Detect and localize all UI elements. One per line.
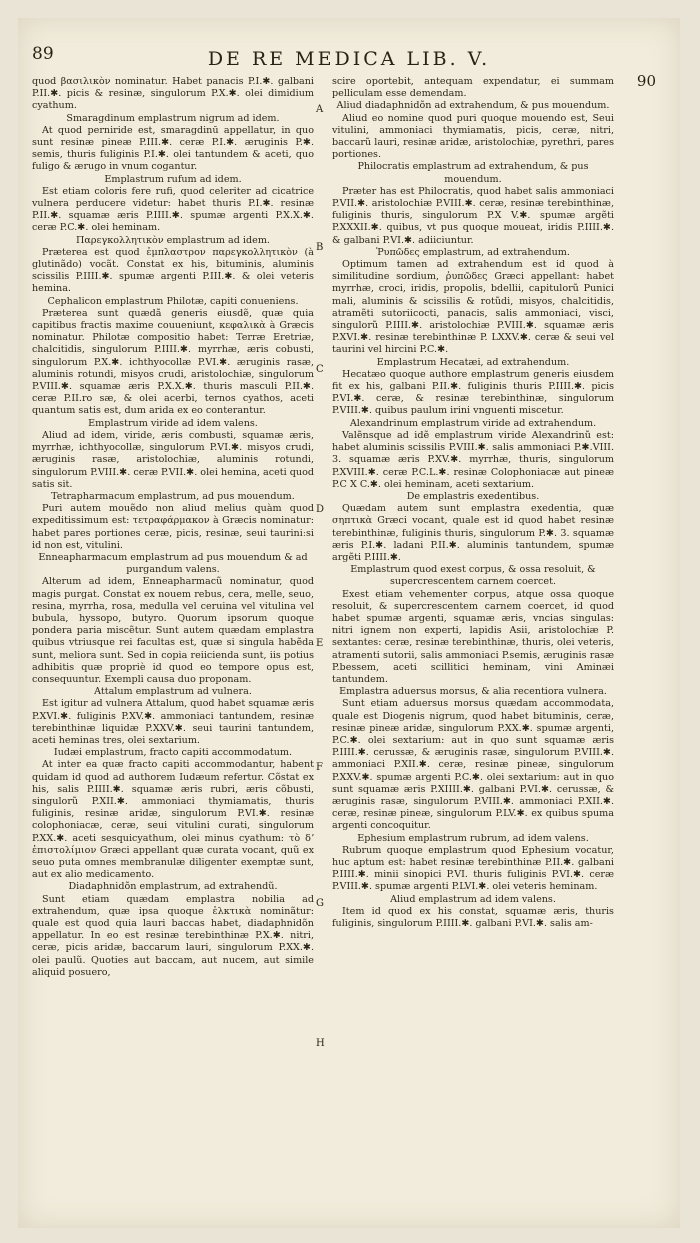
margin-letter-c: C xyxy=(316,364,324,375)
paragraph: Puri autem mouẽdo non aliud melius quàm quod expeditissimum est: τετραφάρμακον à Græcis nominatur: habet pares portiones ceræ, picis, resinæ, seui tauriniːsi id non est, vitulini. xyxy=(32,503,314,551)
paragraph: scire oportebit, antequam expendatur, ei summam pelliculam esse demendam. xyxy=(332,76,614,100)
section-heading: De emplastris exedentibus. xyxy=(406,490,540,502)
section-heading: Aliud emplastrum ad idem valens. xyxy=(390,893,556,905)
left-column xyxy=(32,76,314,979)
section-heading: Alexandrinum emplastrum viride ad extrahendum. xyxy=(349,417,597,429)
book-page xyxy=(18,18,680,1228)
paragraph: Sunt etiam aduersus morsus quædam accommodata, quale est Diogenis nigrum, quod habet bituminis, ceræ, resinæ pineæ aridæ, singulorum P.XX.✱. spumæ argenti, P.C.✱. olei sextarium: aut in quo sunt squamæ æris P.IIII.✱. cerussæ, & æruginis rasæ, singulorum P.VIII.✱. ammoniaci P.XII.✱. ceræ, resinæ pineæ, singulorum P.XXV.✱. spumæ argenti P.C.✱. olei sextarium: aut in quo sunt squamæ æris P.XIIII.✱. galbani P.VI.✱. cerussæ, & æruginis rasæ, singulorum P.VIII.✱. ammoniaci P.XII.✱. ceræ, resinæ pineæ, singulorum P.LV.✱. ex quibus spuma argenti concoquitur. xyxy=(332,698,614,832)
paragraph: Præter has est Philocratis, quod habet salis ammoniaci P.VII.✱. aristolochiæ P.VIII.✱. ceræ, resinæ terebinthinæ, fuliginis thuris, singulorum P.X V.✱. spumæ argẽti P.XXXII.✱. quibus, vt pus quoque moueat, iridis P.IIII.✱. & galbani P.VI.✱. adiiciuntur. xyxy=(332,185,614,246)
section-heading: Iudæi emplastrum, fracto capiti accommodatum. xyxy=(53,747,293,759)
section-heading: Tetrapharmacum emplastrum, ad pus mouendum. xyxy=(51,490,295,502)
section-heading: Emplastra aduersus morsus, & alia recentiora vulnera. xyxy=(339,686,607,698)
paragraph: Sunt etiam quædam emplastra nobilia ad extrahendum, quæ ipsa quoque ἑλκτικὰ nominãtur: quale est quod quia lauri baccas habet, diadaphnidõn appellatur. In eo est resinæ terebinthinæ P.X.✱. nitri, ceræ, picis aridæ, baccarum lauri, singulorum P.XX.✱. olei paulũ. Quoties aut baccam, aut nucem, aut simile aliquid posuero, xyxy=(32,893,314,978)
paragraph: Aliud ad idem, viride, æris combusti, squamæ æris, myrrhæ, ichthyocollæ, singulorum P.VI.✱. misyos crudi, æruginis rasæ, aristolochiæ, aluminis rotundi, singulorum P.VIII.✱. ceræ P.VII.✱. olei hemina, aceti quod satis sit. xyxy=(32,429,314,490)
section-heading: Smaragdinum emplastrum nigrum ad idem. xyxy=(66,112,280,124)
section-heading: Παρεγκολλητικὸν emplastrum ad idem. xyxy=(76,234,270,246)
section-heading: Enneapharmacum emplastrum ad pus mouendum & ad purgandum valens. xyxy=(38,551,308,576)
paragraph: Rubrum quoque emplastrum quod Ephesium vocatur, huc aptum est: habet resinæ terebinthinæ P.II.✱. galbani P.IIII.✱. minii sinopici P.VI. thuris fuliginis P.VI.✱. ceræ P.VIII.✱. spumæ argenti P.LVI.✱. olei veteris heminam. xyxy=(332,844,614,893)
section-heading: Ephesium emplastrum rubrum, ad idem valens. xyxy=(357,832,589,844)
running-title: DE RE MEDICA LIB. V. xyxy=(207,48,491,70)
paragraph: Est igitur ad vulnera Attalum, quod habet squamæ æris P.XVI.✱. fuliginis P.XV.✱. ammoniaci tantundem, resinæ terebinthinæ liquidæ P.XXV.✱. seui taurini tantundem, aceti heminas tres, olei sextarium. xyxy=(32,698,314,746)
right-column xyxy=(332,76,614,930)
section-heading: Emplastrum Hecatæi, ad extrahendum. xyxy=(376,356,570,368)
margin-letter-h: H xyxy=(316,1038,325,1049)
paragraph: Est etiam coloris fere rufi, quod celeriter ad cicatrice vulnera perducere videtur: habet thuris P.I.✱. resinæ P.II.✱. squamæ æris P.IIII.✱. spumæ argenti P.X.X.✱. ceræ P.C.✱. olei heminam. xyxy=(32,185,314,234)
section-heading: Attalum emplastrum ad vulnera. xyxy=(94,686,252,698)
page-number-left: 89 xyxy=(32,44,54,64)
paragraph: Hecatæo quoque authore emplastrum generis eiusdem fit ex his, galbani P.II.✱. fuliginis thuris P.IIII.✱. picis P.VI.✱. ceræ, & resinæ terebinthinæ, singulorum P.VIII.✱. quibus paulum irini vnguenti miscetur. xyxy=(332,368,614,417)
section-heading: Diadaphnidõn emplastrum, ad extrahendũ. xyxy=(68,881,278,893)
paragraph: Alterum ad idem, Enneapharmacũ nominatur, quod magis purgat. Constat ex nouem rebus, cera, melle, seuo, resina, myrrha, rosa, medulla vel ceruina vel vitulina vel bubula, hyssopo, butyro. Quorum ipsorum quoque pondera paria miscẽtur. Sunt autem quædam emplastra quibus vtriusque rei facultas est, quæ si singula habẽda sunt, meliora sunt. Sed in copia reiicienda sunt, iis potius adhibitis quæ propriè id quod eo tempore opus est, consequuntur. Exempli causa duo proponam. xyxy=(32,576,314,685)
paragraph: At inter ea quæ fracto capiti accommodantur, habent quidam id quod ad authorem Iudæum refertur. Cõstat ex his, salis P.IIII.✱. squamæ æris rubri, æris cõbusti, singulorũ P.XII.✱. ammoniaci thymiamatis, thuris fuliginis, resinæ aridæ, singulorum P.VI.✱. resinæ colophoniacæ, ceræ, seui vitulini curati, singulorum P.XX.✱. aceti sesquicyathum, olei minus cyathum: τὸ δʼ ἐπιστολίμιον Græci appellant quæ curata vocant, quũ ex seuo puta omnes membranulæ diligenter exemptæ sunt, aut ex alio medicamento. xyxy=(32,759,314,881)
margin-letter-e: E xyxy=(316,638,324,649)
margin-letter-g: G xyxy=(316,898,324,909)
section-heading: Philocratis emplastrum ad extrahendum, & pus mouendum. xyxy=(357,161,589,185)
margin-letter-a: A xyxy=(316,104,324,115)
margin-letter-b: B xyxy=(316,242,324,253)
paragraph: Quædam autem sunt emplastra exedentia, quæ σηπτικὰ Græci vocant, quale est id quod habet resinæ terebinthinæ, fuliginis thuris, singulorum P.✱. 3. squamæ æris P.I.✱. ladani P.II.✱. aluminis tantundem, spumæ argẽti P.IIII.✱. xyxy=(332,503,614,563)
paragraph: quod βασιλικὸν nominatur. Habet panacis P.I.✱. galbani P.II.✱. picis & resinæ, singulorum P.X.✱. olei dimidium cyathum. xyxy=(32,76,314,112)
margin-letter-d: D xyxy=(316,504,325,515)
section-heading: Ῥυπῶδες emplastrum, ad extrahendum. xyxy=(376,246,570,258)
paragraph: Exest etiam vehementer corpus, atque ossa quoque resoluit, & supercrescentem carnem coercet, id quod habet spumæ argenti, squamæ æris, vncias singulas: nitri ignem non experti, lapidis Asii, aristolochiæ P. sextantes: ceræ, resinæ terebinthinæ, thuris, olei veteris, atramenti sutorii, salis ammoniaci P.semis, æruginis rasæ P.bessem, aceti scillitici heminam, vini Aminæi tantundem. xyxy=(332,588,614,685)
section-heading: Emplastrum viride ad idem valens. xyxy=(88,417,258,429)
paragraph: Aliud eo nomine quod puri quoque mouendo est, Seui vitulini, ammoniaci thymiamatis, picis, ceræ, nitri, baccarũ lauri, resinæ aridæ, aristolochiæ, pyrethri, pares portiones. xyxy=(332,112,614,161)
paragraph: Præterea sunt quædã generis eiusdẽ, quæ quia capitibus fractis maxime couueniunt, κεφαλικὰ à Græcis nominatur. Philotæ compositio habet: Terræ Eretriæ, chalcitidis, singulorum P.IIII.✱. myrrhæ, æris cobusti, singulorum P.X.✱. ichthyocollæ P.VI.✱. æruginis rasæ, aluminis rotundi, misyos crudi, aristolochiæ, singulorum P.VIII.✱. squamæ æris P.X.X.✱. thuris masculi P.II.✱. ceræ P.II.ro sæ, & olei acerbi, ternos cyathos, aceti quantum satis est, dum arida ex eo conterantur. xyxy=(32,307,314,417)
paragraph: Valẽnsque ad idẽ emplastrum viride Alexandrinũ est: habet aluminis scissilis P.VIII.✱. salis ammoniaci P.✱.VIII. 3. squamæ æris P.XV.✱. myrrhæ, thuris, singulorum P.XVIII.✱. ceræ P.C.L.✱. resinæ Colophoniacæ aut pineæ P.C X C.✱. olei heminam, aceti sextarium. xyxy=(332,429,614,490)
page-number-right: 90 xyxy=(636,72,656,90)
paragraph: Præterea est quod ἐμπλαστρον παρεγκολλητικὸν (à glutinãdo) vocãt. Constat ex his, bituminis, aluminis scissilis P.IIII.✱. spumæ argenti P.III.✱. & olei veteris hemina. xyxy=(32,246,314,295)
section-heading: Aliud diadaphnidõn ad extrahendum, & pus mouendum. xyxy=(336,100,610,112)
paragraph: At quod perniride est, smaragdinū appellatur, in quo sunt resinæ pineæ P.III.✱. ceræ P.I.✱. æruginis P.✱. semis, thuris fuliginis P.I.✱. olei tantundem & aceti, quo fuligo & ærugo in vnum cogantur. xyxy=(32,124,314,173)
paragraph: Optimum tamen ad extrahendum est id quod à similitudine sordium, ῥυπῶδες Græci appellant: habet myrrhæ, croci, iridis, propolis, bdellii, capitulorũ Punici mali, aluminis & scissilis & rotũdi, misyos, chalcitidis, atramẽti sutoriicocti, panacis, salis ammoniaci, visci, singulorũ P.IIII.✱. aristolochiæ P.VIII.✱. squamæ æris P.XVI.✱. resinæ terebinthinæ P. LXXV.✱. ceræ & seui vel taurini vel hircini P.C.✱. xyxy=(332,259,614,356)
margin-letter-f: F xyxy=(316,762,323,773)
section-heading: Emplastrum rufum ad idem. xyxy=(104,173,242,185)
section-heading: Emplastrum quod exest corpus, & ossa resoluit, & supercrescentem carnem coercet. xyxy=(350,564,596,588)
paragraph: Item id quod ex his constat, squamæ æris, thuris fuliginis, singulorum P.IIII.✱. galbani P.VI.✱. salis am- xyxy=(332,905,614,930)
section-heading: Cephalicon emplastrum Philotæ, capiti conueniens. xyxy=(47,295,299,307)
